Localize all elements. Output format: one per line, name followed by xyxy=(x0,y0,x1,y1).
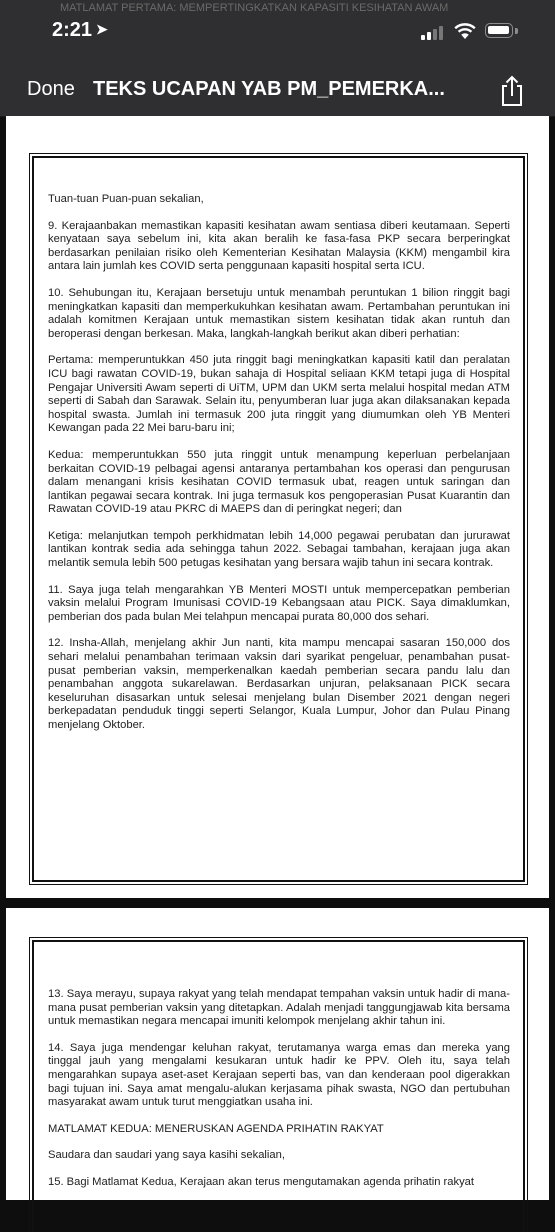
document-title: TEKS UCAPAN YAB PM_PEMERKA... xyxy=(93,78,445,100)
paragraph-14: 14. Saya juga mendengar keluhan rakyat, terutamanya warga emas dan mereka yang tinggal jauh yang mengalami kesukaran untuk hadir ke PPV. Oleh itu, saya telah mengarahkan supaya aset-aset Kerajaan seperti bas, van dan kenderaan pool digerakkan bagi tujuan ini. Saya amat mengalu-alukan kerjasama pihak swasta, NGO dan pertubuhan masyarakat awam untuk turut menggiatkan usaha ini. xyxy=(48,1041,510,1109)
paragraph-12: 12. Insha-Allah, menjelang akhir Jun nanti, kita mampu mencapai sasaran 150,000 dos sehari melalui penambahan terimaan vaksin dari syarikat pengeluar, penambahan pusat-pusat pemberian vaksin, memperkenalkan kaedah pemberian secara pandu lalu dan penambahan anggota sukarelawan. Berdasarkan unjuran, pelaksanaan PICK secara keseluruhan disasarkan untuk selesai menjelang bulan Disember 2021 dengan negeri berkepadatan penduduk tinggi seperti Selangor, Kuala Lumpur, Johor dan Pulau Pinang menjelang Oktober. xyxy=(48,637,510,731)
status-bar xyxy=(0,0,555,64)
wifi-icon xyxy=(453,22,477,40)
clock-time: 2:21 xyxy=(52,19,93,41)
page-1-text xyxy=(48,193,510,733)
paragraph-15: 15. Bagi Matlamat Kedua, Kerajaan akan terus mengutamakan agenda prihatin rakyat xyxy=(48,1175,475,1188)
location-arrow-icon: ➤ xyxy=(96,21,108,37)
paragraph-13: 13. Saya merayu, supaya rakyat yang telah mendapat tempahan vaksin untuk hadir di mana-mana pusat pemberian vaksin yang ditetapkan. Adalah menjadi tanggungjawab kita bersama untuk memastikan negara mencapai imuniti kelompok menjelang akhir tahun ini. xyxy=(48,988,510,1028)
greeting: Saudara dan saudari yang saya kasihi sekalian, xyxy=(48,1149,285,1162)
battery-tip xyxy=(515,28,518,34)
paragraph-kedua: Kedua: memperuntukkan 550 juta ringgit untuk menampung keperluan perbelanjaan berkaitan COVID-19 pelbagai agensi antaranya pertambahan kos operasi dan pengurusan dalam menangani krisis kesihatan COVID termasuk ubat, reagen untuk saringan dan lantikan pegawai secara kontrak. Ini juga termasuk kos pengoperasian Pusat Kuarantin dan Rawatan COVID-19 atau PKRC di MAEPS dan di peringkat negeri; dan xyxy=(48,448,510,516)
paragraph-10: 10. Sehubungan itu, Kerajaan bersetuju untuk menambah peruntukan 1 bilion ringgit bagi meningkatkan kapasiti dan memperkukuhkan kesihatan awam. Pertambahan peruntukan ini adalah komitmen Kerajaan untuk memastikan sistem kesihatan tidak akan runtuh dan beroperasi dengan berkesan. Maka, langkah-langkah berikut akan diberi perhatian: xyxy=(48,286,510,340)
paragraph-9: 9. Kerajaanbakan memastikan kapasiti kesihatan awam sentiasa diberi keutamaan. Seperti kenyataan saya sebelum ini, kita akan beralih ke fasa-fasa PKP secara berperingkat berdasarkan penilaian risiko oleh Kementerian Kesihatan Malaysia (KKM) mengambil kira antara lain jumlah kes COVID serta penggunaan kapasiti hospital serta ICU. xyxy=(48,219,510,273)
paragraph-pertama: Pertama: memperuntukkan 450 juta ringgit bagi meningkatkan kapasiti katil dan peralatan ICU bagi rawatan COVID-19, bukan sahaja di Hospital seliaan KKM tetapi juga di Hospital Pengajar Universiti Awam seperti di UiTM, UPM dan UKM serta melalui hospital medan ATM seperti di Sabah dan Sarawak. Selain itu, penyumberan luar juga akan dilaksanakan kepada hospital swasta. Jumlah ini termasuk 200 juta ringgit yang diumumkan oleh YB Menteri Kewangan pada 22 Mei baru-baru ini; xyxy=(48,354,510,435)
document-page-1[interactable] xyxy=(6,116,549,898)
page-2-text xyxy=(48,988,510,1190)
salutation: Tuan-tuan Puan-puan sekalian, xyxy=(48,193,204,205)
done-button[interactable]: Done xyxy=(27,78,75,100)
section-heading: MATLAMAT KEDUA: MENERUSKAN AGENDA PRIHATIN RAKYAT xyxy=(48,1122,384,1135)
paragraph-11: 11. Saya juga telah mengarahkan YB Menteri MOSTI untuk mempercepatkan pemberian vaksin melalui Program Imunisasi COVID-19 Kebangsaan atau PICK. Saya dimaklumkan, pemberian dos pada bulan Mei telahpun mencapai purata 80,000 dos sehari. xyxy=(48,583,510,623)
document-page-2[interactable] xyxy=(6,908,549,1200)
paragraph-ketiga: Ketiga: melanjutkan tempoh perkhidmatan lebih 14,000 pegawai perubatan dan jururawat lantikan kontrak sedia ada sehingga tahun 2022. Sebagai tambahan, kerajaan juga akan melantik semula lebih 500 petugas kesihatan yang bersara wajib tahun ini secara kontrak. xyxy=(48,529,510,570)
cellular-signal-icon xyxy=(421,26,447,40)
battery-icon xyxy=(485,23,513,38)
nav-bar xyxy=(0,64,555,117)
share-icon[interactable] xyxy=(497,74,527,108)
ghost-heading-text: MATLAMAT PERTAMA: MEMPERTINGKATKAN KAPASITI KESIHATAN AWAM xyxy=(60,2,449,14)
clock xyxy=(52,19,108,42)
